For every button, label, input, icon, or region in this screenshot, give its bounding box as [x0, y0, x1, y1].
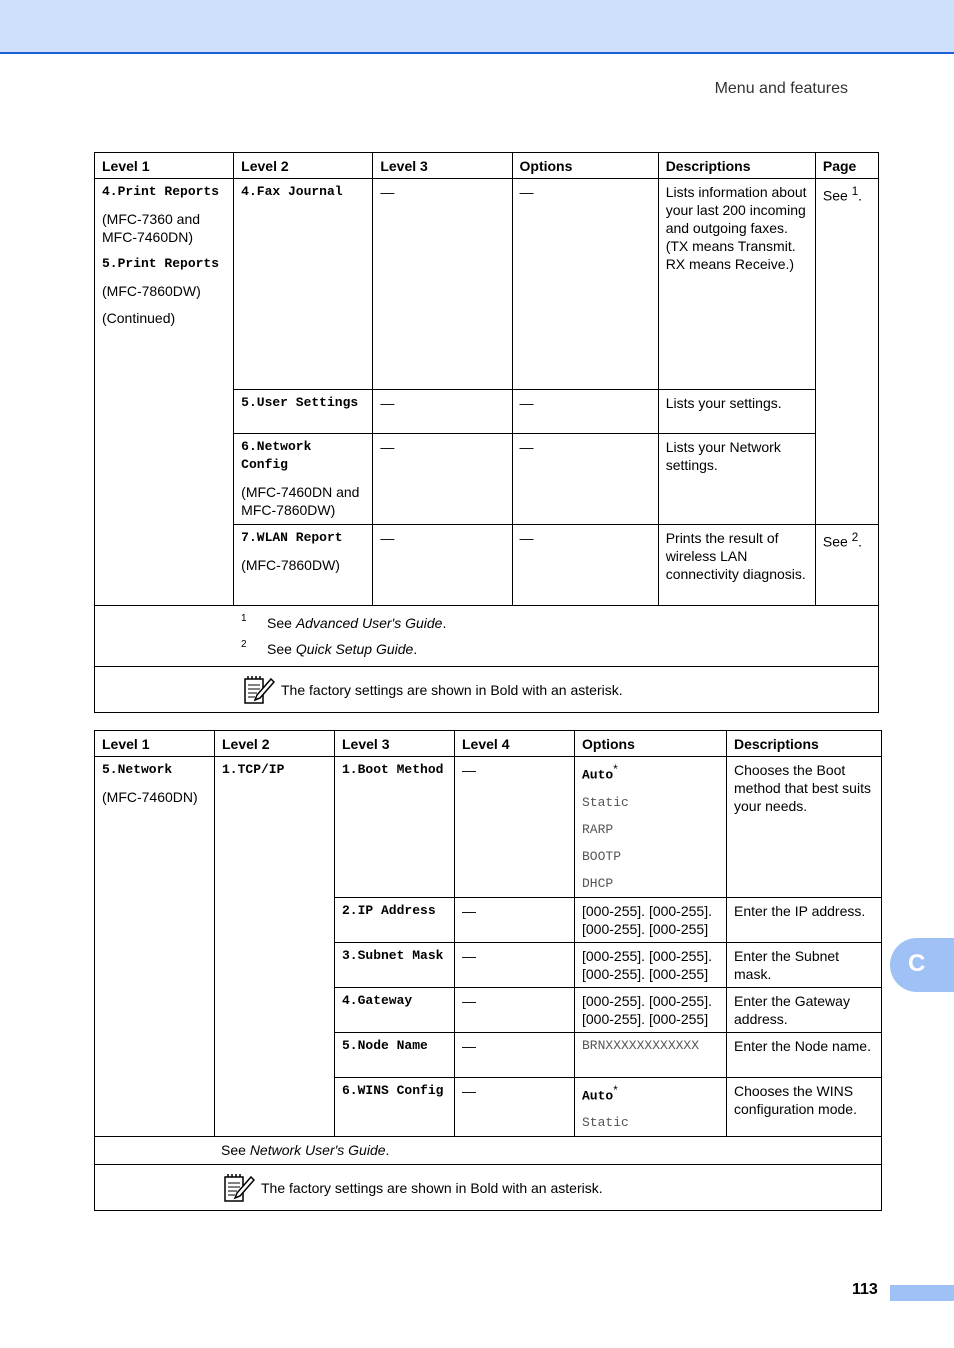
footnotes-row: [95, 1137, 882, 1165]
col-header-level2: Level 2: [234, 153, 373, 179]
level3-cell: [335, 897, 455, 942]
guide-title: Network User's Guide: [249, 1142, 386, 1159]
menu-item-user-settings: 5.User Settings: [241, 395, 359, 410]
note-text: The factory settings are shown in Bold with an asterisk.: [281, 681, 623, 698]
level4-cell: —: [455, 1077, 575, 1137]
level4-cell: —: [455, 757, 575, 898]
options-cell: —: [512, 525, 658, 606]
level3-cell: —: [373, 390, 512, 434]
level2-cell: [234, 390, 373, 434]
note-row: [95, 1165, 882, 1211]
model-note: (MFC-7460DN and MFC-7860DW): [241, 484, 360, 518]
guide-title: Advanced User's Guide: [295, 615, 443, 631]
default-marker: *: [613, 763, 618, 776]
note: [241, 673, 878, 707]
appendix-letter: C: [908, 950, 926, 977]
options-cell: [575, 1077, 727, 1137]
col-header-options: Options: [512, 153, 658, 179]
menu-item-boot-method: 1.Boot Method: [342, 762, 444, 777]
footnote-ref: 2: [851, 531, 859, 544]
page-ref-text: See: [822, 533, 852, 550]
table-row: [95, 179, 879, 390]
level4-cell: —: [455, 897, 575, 942]
option-default: [582, 761, 719, 785]
note-pencil-icon: [221, 1171, 255, 1205]
guide-title: Quick Setup Guide: [295, 641, 414, 657]
footnote-suffix: .: [442, 615, 447, 631]
page-ref-text: See: [822, 187, 852, 204]
page-ref-suffix: .: [858, 187, 863, 204]
table-row: [95, 757, 882, 898]
page-ref-suffix: .: [858, 533, 863, 550]
footnote-text: See: [221, 1142, 250, 1159]
note-cell: [95, 1165, 882, 1211]
table-header-row: [95, 153, 879, 179]
model-note: (MFC-7460DN): [102, 789, 198, 805]
note-row: [95, 667, 879, 713]
menu-item-wins-config: 6.WINS Config: [342, 1082, 444, 1098]
menu-item-print-reports-b: 5.Print Reports: [102, 256, 220, 271]
footnote-cell: [95, 1137, 882, 1165]
menu-item-ip-address: 2.IP Address: [342, 902, 436, 918]
page-number-bar: [890, 1285, 954, 1301]
footnote-number: 2: [241, 639, 247, 650]
continued-note: (Continued): [102, 310, 176, 326]
col-header-level3: Level 3: [373, 153, 512, 179]
table-header-row: [95, 731, 882, 757]
footnote: [241, 610, 878, 636]
description-cell: Enter the Subnet mask.: [727, 942, 882, 987]
page-cell: [815, 525, 878, 606]
description-cell: Lists your settings.: [658, 390, 815, 434]
note: [221, 1171, 881, 1205]
level3-cell: [335, 1032, 455, 1077]
options-cell: [000-255]. [000-255]. [000-255]. [000-255]: [575, 942, 727, 987]
col-header-level4: Level 4: [455, 731, 575, 757]
options-cell: [575, 1032, 727, 1077]
options-cell: —: [512, 434, 658, 525]
network-settings-table: [94, 730, 882, 1211]
footnote-text: See: [267, 615, 296, 631]
print-reports-table: [94, 152, 879, 713]
options-cell: —: [512, 179, 658, 390]
description-cell: Lists information about your last 200 incoming and outgoing faxes. (TX means Transmit. RX means Receive.): [658, 179, 815, 390]
level3-cell: [335, 1077, 455, 1137]
col-header-level2: Level 2: [215, 731, 335, 757]
col-header-level1: Level 1: [95, 731, 215, 757]
col-header-page: Page: [815, 153, 878, 179]
options-cell: [575, 757, 727, 898]
menu-item-fax-journal: 4.Fax Journal: [241, 184, 343, 199]
menu-item-subnet-mask: 3.Subnet Mask: [342, 947, 444, 963]
menu-item-node-name: 5.Node Name: [342, 1037, 428, 1053]
menu-item-gateway: 4.Gateway: [342, 992, 413, 1008]
level2-cell: [234, 179, 373, 390]
option-static: Static: [582, 794, 629, 810]
footnote: [241, 636, 878, 662]
level4-cell: —: [455, 1032, 575, 1077]
running-header: Menu and features: [714, 80, 848, 97]
description-cell: Chooses the WINS configuration mode.: [727, 1077, 882, 1137]
menu-item-wlan-report: 7.WLAN Report: [241, 530, 343, 545]
model-note: (MFC-7360 and MFC-7460DN): [102, 211, 201, 245]
menu-item-tcp-ip: 1.TCP/IP: [222, 762, 285, 777]
level1-cell: [95, 179, 234, 606]
level3-cell: —: [373, 525, 512, 606]
description-cell: Enter the IP address.: [727, 897, 882, 942]
footnote-suffix: .: [413, 641, 418, 657]
option-auto: Auto: [582, 1088, 614, 1104]
level3-cell: —: [373, 179, 512, 390]
description-cell: Enter the Node name.: [727, 1032, 882, 1077]
col-header-options: Options: [575, 731, 727, 757]
level2-cell: [234, 525, 373, 606]
footnote-number: 1: [241, 613, 247, 624]
menu-item-network-config: 6.Network Config: [241, 439, 312, 472]
page-cell: [815, 179, 878, 525]
note-cell: [95, 667, 879, 713]
level3-cell: [335, 987, 455, 1032]
options-cell: —: [512, 390, 658, 434]
col-header-level1: Level 1: [95, 153, 234, 179]
level2-cell: [234, 434, 373, 525]
col-header-descriptions: Descriptions: [727, 731, 882, 757]
header-band: [0, 0, 954, 54]
menu-item-print-reports-a: 4.Print Reports: [102, 184, 220, 199]
footnote-text: See: [267, 641, 296, 657]
menu-item-network: 5.Network: [102, 762, 173, 777]
footnote-ref: 1: [851, 185, 859, 198]
options-cell: [000-255]. [000-255]. [000-255]. [000-255]: [575, 897, 727, 942]
options-cell: [000-255]. [000-255]. [000-255]. [000-255]: [575, 987, 727, 1032]
option-static: Static: [582, 1115, 629, 1131]
option-default: [582, 1082, 719, 1106]
footnote-suffix: .: [385, 1142, 390, 1159]
model-note: (MFC-7860DW): [102, 283, 201, 299]
node-name-format: BRNXXXXXXXXXXXX: [582, 1037, 700, 1053]
level4-cell: —: [455, 987, 575, 1032]
level2-cell: [215, 757, 335, 1137]
level3-cell: [335, 942, 455, 987]
note-text: The factory settings are shown in Bold with an asterisk.: [261, 1179, 603, 1196]
page-number: 113: [852, 1281, 878, 1298]
col-header-descriptions: Descriptions: [658, 153, 815, 179]
level4-cell: —: [455, 942, 575, 987]
description-cell: Enter the Gateway address.: [727, 987, 882, 1032]
description-cell: Chooses the Boot method that best suits your needs.: [727, 757, 882, 898]
model-note: (MFC-7860DW): [241, 557, 340, 573]
footnotes-row: [95, 606, 879, 667]
option-dhcp: DHCP: [582, 875, 614, 891]
option-auto: Auto: [582, 767, 614, 783]
level3-cell: [335, 757, 455, 898]
default-marker: *: [613, 1083, 618, 1097]
note-pencil-icon: [241, 673, 275, 707]
level3-cell: —: [373, 434, 512, 525]
option-rarp: RARP: [582, 821, 614, 837]
footnotes-cell: [95, 606, 879, 667]
appendix-tab: [890, 938, 954, 992]
col-header-level3: Level 3: [335, 731, 455, 757]
option-bootp: BOOTP: [582, 848, 622, 864]
description-cell: Prints the result of wireless LAN connectivity diagnosis.: [658, 525, 815, 606]
description-cell: Lists your Network settings.: [658, 434, 815, 525]
level1-cell: [95, 757, 215, 1137]
